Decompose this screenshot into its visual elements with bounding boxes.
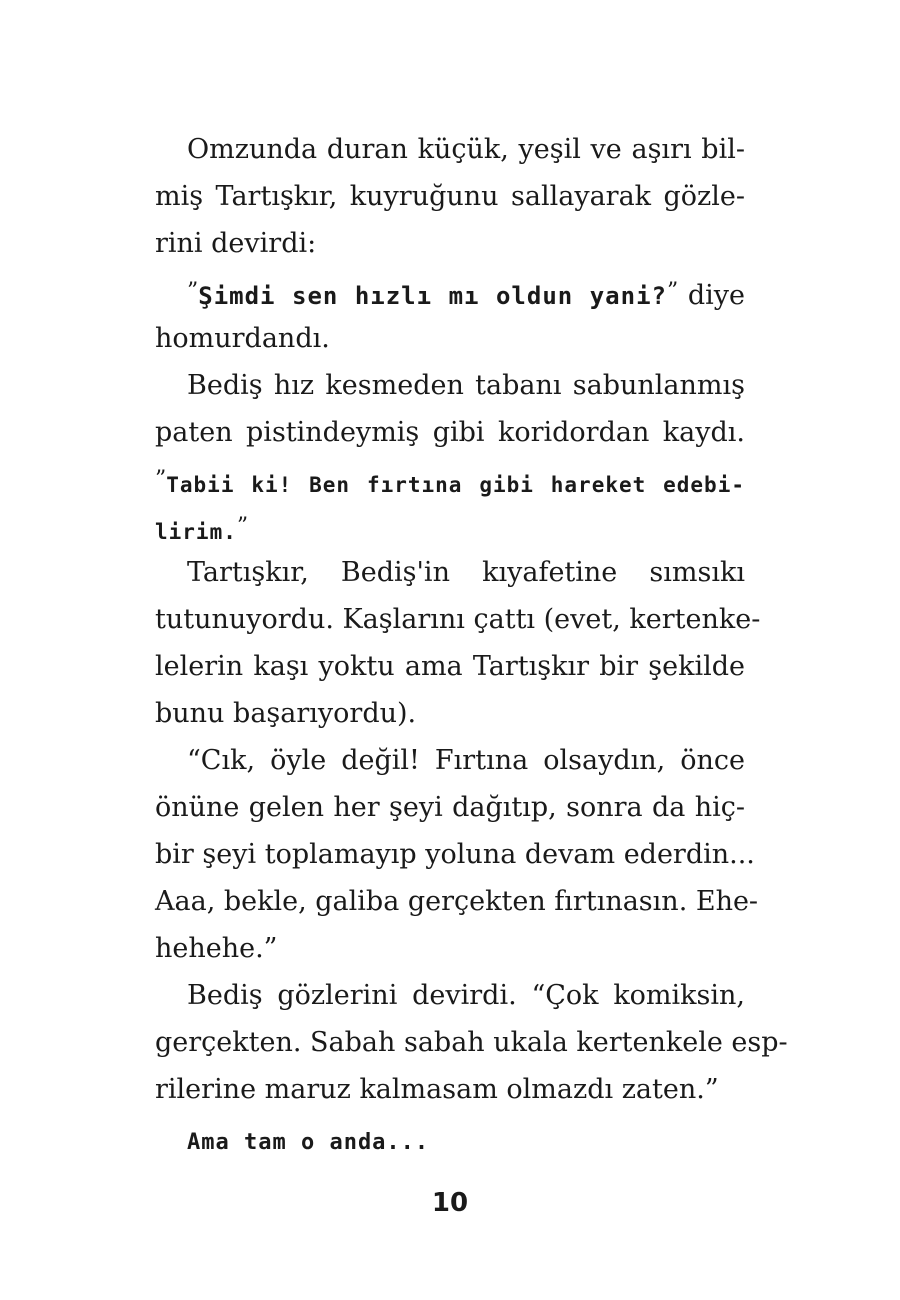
quote-mark: ” [236,514,249,539]
text-line: rini devirdi: [155,228,317,259]
paragraph-7 [155,1117,745,1164]
text-line: önüne gelen her şeyi dağıtıp, sonra da hiç- [155,792,745,823]
handwritten-text: Tabii ki! Ben fırtına gibi hareket edebi- [166,473,745,497]
handwritten-text: Ama tam o anda... [187,1130,430,1155]
text-line: miş Tartışkır, kuyruğunu sallayarak gözle- [155,181,745,212]
text-line: Bediş hız kesmeden tabanı sabunlanmış [187,370,745,401]
text-line: Aaa, bekle, galiba gerçekten fırtınasın. Ehe- [155,886,759,917]
text-line [155,1117,745,1164]
text-line: hehehe.” [155,933,278,964]
text-line: rilerine maruz kalmasam olmazdı zaten.” [155,1074,719,1105]
page-number: 10 [431,1188,469,1218]
text-line: bir şeyi toplamayıp yoluna devam ederdin... [155,839,755,870]
text-line [155,503,745,550]
handwritten-text: Şimdi sen hızlı mı oldun yani? [198,282,667,310]
quote-mark: ” [155,467,167,492]
paragraph-6 [155,972,788,1113]
text-line [155,268,745,315]
text-line: Omzunda duran küçük, yeşil ve aşırı bil- [187,134,745,165]
text-line: bunu başarıyordu). [155,698,417,729]
text-line: tutunuyordu. Kaşlarını çattı (evet, kertenke- [155,604,761,635]
quote-mark: ” [666,279,679,304]
text-line: Bediş gözlerini devirdi. “Çok komiksin, [187,980,745,1011]
text-fragment: diye [678,280,745,311]
paragraph-5 [155,737,759,972]
handwritten-text: lirim. [155,520,237,544]
text-line [155,456,745,503]
paragraph-3 [155,362,745,550]
paragraph-4 [155,549,761,737]
text-line: Tartışkır, Bediş'in kıyafetine sımsıkı [187,557,745,588]
text-line: homurdandı. [155,323,330,354]
paragraph-1 [155,126,745,267]
paragraph-2 [155,268,745,362]
quote-mark: ” [187,279,199,304]
text-line: paten pistindeymiş gibi koridordan kaydı. [155,417,745,448]
text-line: lelerin kaşı yoktu ama Tartışkır bir şekilde [155,651,745,682]
text-line: “Cık, öyle değil! Fırtına olsaydın, önce [187,745,745,776]
text-line: gerçekten. Sabah sabah ukala kertenkele esp- [155,1027,788,1058]
